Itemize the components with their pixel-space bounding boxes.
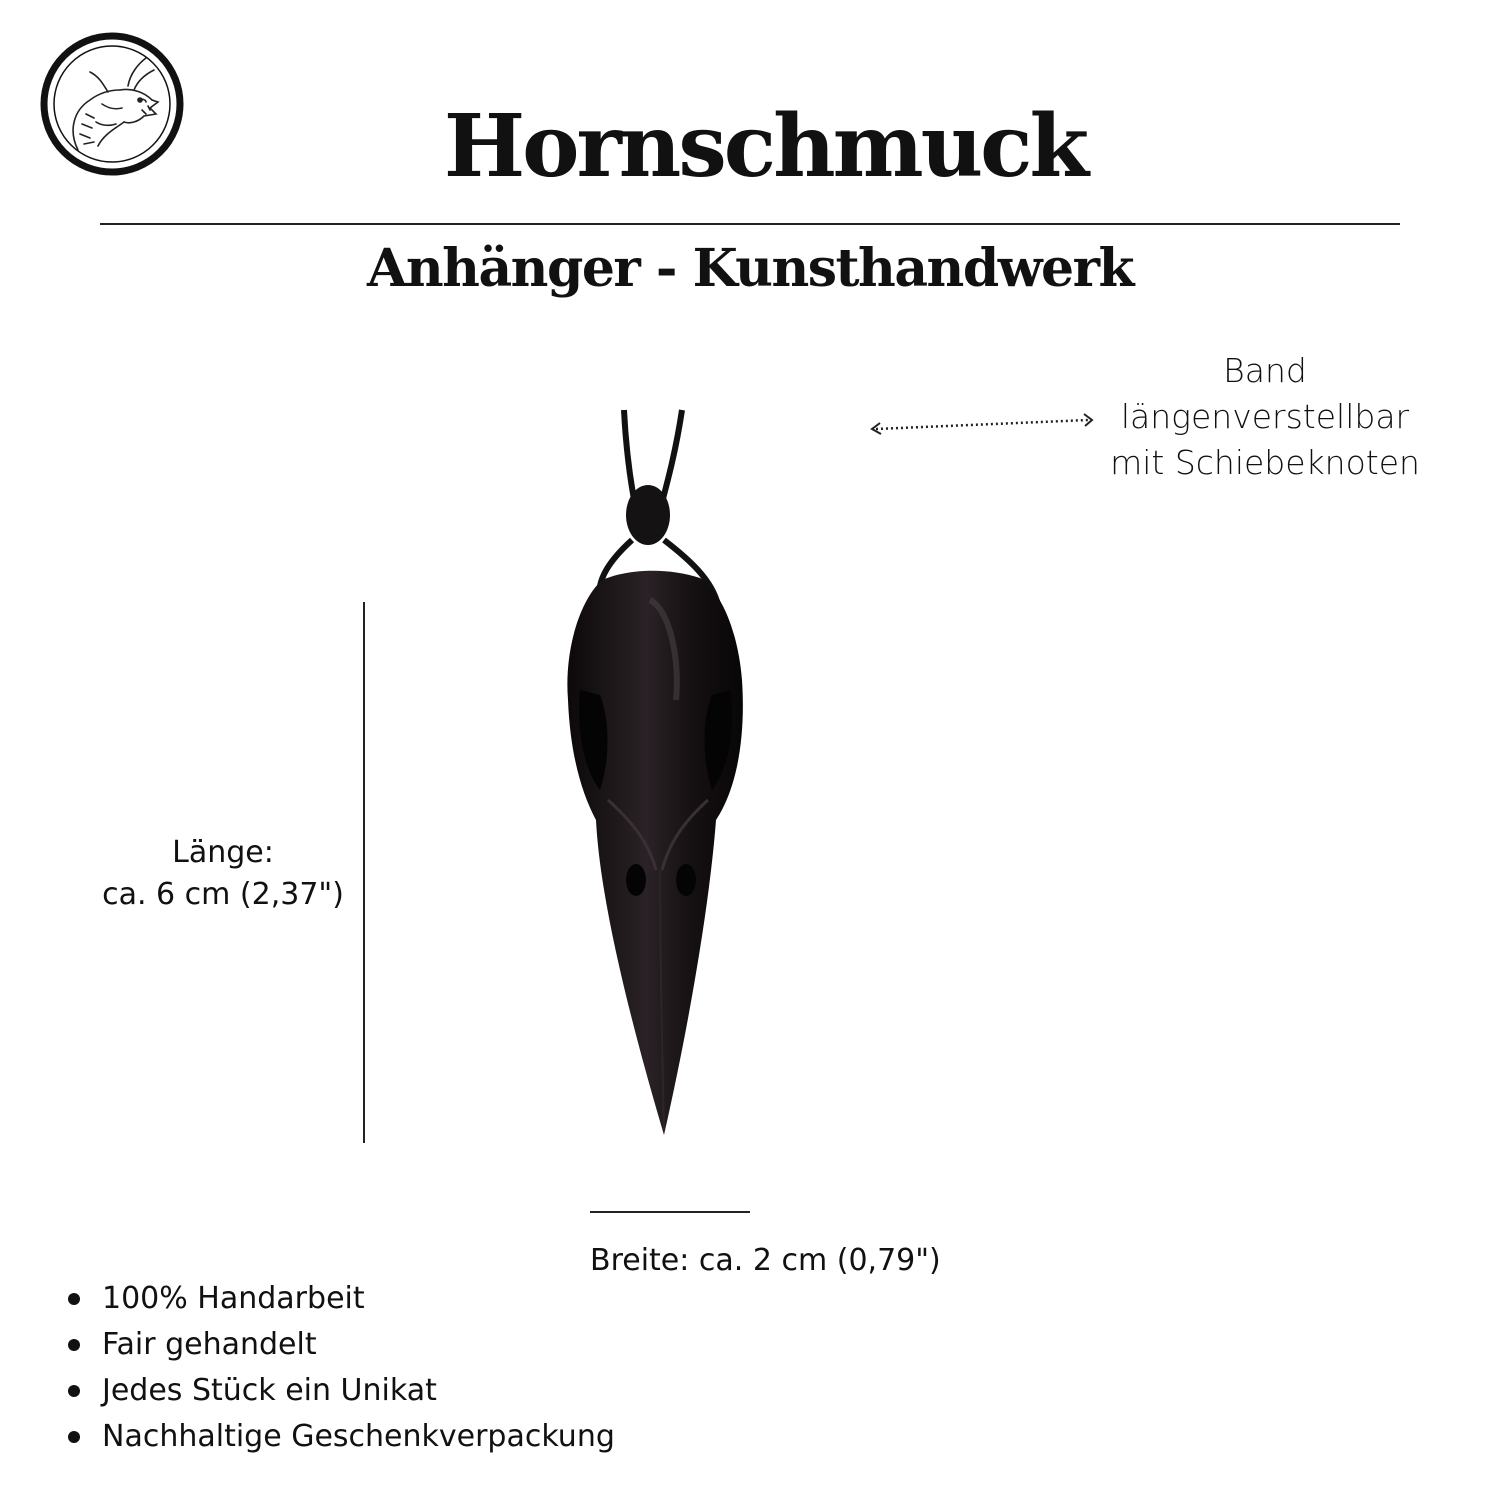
width-dimension-line	[590, 1211, 750, 1213]
list-item	[0, 1322, 800, 1368]
band-annotation	[1085, 348, 1445, 486]
feature-list	[0, 1276, 800, 1460]
bullet-icon	[68, 1339, 80, 1351]
page-title: Hornschmuck	[443, 96, 1087, 197]
band-label-line: mit Schiebeknoten	[1110, 443, 1420, 482]
length-label	[92, 832, 354, 916]
bullet-icon	[68, 1293, 80, 1305]
list-item	[0, 1276, 800, 1322]
raven-skull-pendant-icon	[540, 400, 780, 1160]
bullet-icon	[68, 1431, 80, 1443]
band-label-line: längenverstellbar	[1120, 397, 1410, 436]
list-item	[0, 1414, 800, 1460]
feature-text: 100% Handarbeit	[102, 1281, 365, 1316]
width-label: Breite: ca. 2 cm (0,79")	[590, 1243, 941, 1278]
band-label-line: Band	[1223, 351, 1307, 390]
feature-text: Jedes Stück ein Unikat	[102, 1373, 437, 1408]
length-dimension-line	[363, 602, 365, 1143]
feature-text: Nachhaltige Geschenkverpackung	[102, 1419, 615, 1454]
feature-text: Fair gehandelt	[102, 1327, 317, 1362]
title-divider	[100, 223, 1400, 225]
page-subtitle: Anhänger - Kunsthandwerk	[367, 238, 1133, 299]
length-label-line: ca. 6 cm (2,37")	[102, 877, 344, 912]
list-item	[0, 1368, 800, 1414]
double-arrow-icon	[866, 408, 1100, 438]
length-label-line: Länge:	[172, 835, 274, 870]
bullet-icon	[68, 1385, 80, 1397]
